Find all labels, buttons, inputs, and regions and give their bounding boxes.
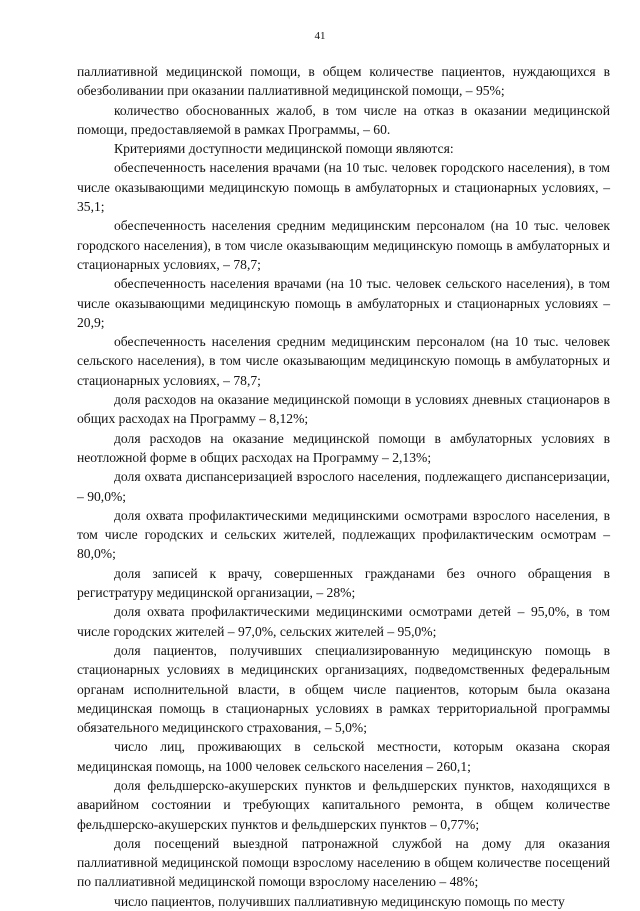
paragraph: доля расходов на оказание медицинской помощи в условиях дневных стационаров в общих расходах на Программу – 8,12%; — [77, 392, 610, 427]
paragraph: число лиц, проживающих в сельской местности, которым оказана скорая медицинская помощь, на 1000 человек сельского населения – 260,1; — [77, 739, 610, 774]
paragraph: обеспеченность населения средним медицинским персоналом (на 10 тыс. человек сельского населения), в том числе оказывающим медицинскую помощь в амбулаторных и стационарных условиях, – 78,7; — [77, 334, 610, 388]
paragraph: обеспеченность населения средним медицинским персоналом (на 10 тыс. человек городского населения), в том числе оказывающим медицинскую помощь в амбулаторных и стационарных условиях, – 78,7; — [77, 218, 610, 272]
paragraph: доля охвата профилактическими медицинскими осмотрами взрослого населения, в том числе городских и сельских жителей, подлежащих профилактическим осмотрам – 80,0%; — [77, 507, 610, 562]
paragraph: доля охвата диспансеризацией взрослого населения, подлежащего диспансеризации, – 90,0%; — [77, 469, 610, 504]
paragraph: доля пациентов, получивших специализированную медицинскую помощь в стационарных условиях в медицинских организациях, подведомственных федеральным органам исполнительной власти, в общем числе пациентов, которым была оказана медицинская помощь в стационарных условиях в рамках территориальной программы обязательного медицинского страхования, – 5,0%; — [77, 642, 610, 736]
document-body — [77, 62, 610, 911]
paragraph: обеспеченность населения врачами (на 10 тыс. человек городского населения), в том числе оказывающими медицинскую помощь в амбулаторных и стационарных условиях, – 35,1; — [77, 160, 610, 215]
paragraph: паллиативной медицинской помощи, в общем количестве пациентов, нуждающихся в обезболивании при оказании паллиативной медицинской помощи, – 95%; — [77, 64, 610, 99]
paragraph: обеспеченность населения врачами (на 10 тыс. человек сельского населения), в том числе оказывающими медицинскую помощь в амбулаторных и стационарных условиях – 20,9; — [77, 276, 610, 330]
paragraph: количество обоснованных жалоб, в том числе на отказ в оказании медицинской помощи, предоставляемой в рамках Программы, – 60. — [77, 102, 610, 137]
paragraph: доля расходов на оказание медицинской помощи в амбулаторных условиях в неотложной форме в общих расходах на Программу – 2,13%; — [77, 430, 610, 465]
paragraph: число пациентов, получивших паллиативную медицинскую помощь по месту — [114, 893, 565, 909]
paragraph: доля посещений выездной патронажной службой на дому для оказания паллиативной медицинской помощи взрослому населению в общем количестве посещений по паллиативной медицинской помощи взрослому населению – 48%; — [77, 835, 610, 890]
paragraph: доля записей к врачу, совершенных гражданами без очного обращения в регистратуру медицинской организации, – 28%; — [77, 565, 610, 601]
paragraph: Критериями доступности медицинской помощи являются: — [114, 141, 454, 157]
paragraph: доля фельдшерско-акушерских пунктов и фельдшерских пунктов, находящихся в аварийном состоянии и требующих капитального ремонта, в общем количестве фельдшерско-акушерских пунктов и фельдшерских пунктов – 0,77%; — [77, 777, 610, 832]
page-number: 41 — [314, 30, 326, 42]
paragraph: доля охвата профилактическими медицинскими осмотрами детей – 95,0%, в том числе городских жителей – 97,0%, сельских жителей – 95,0%; — [77, 604, 610, 639]
